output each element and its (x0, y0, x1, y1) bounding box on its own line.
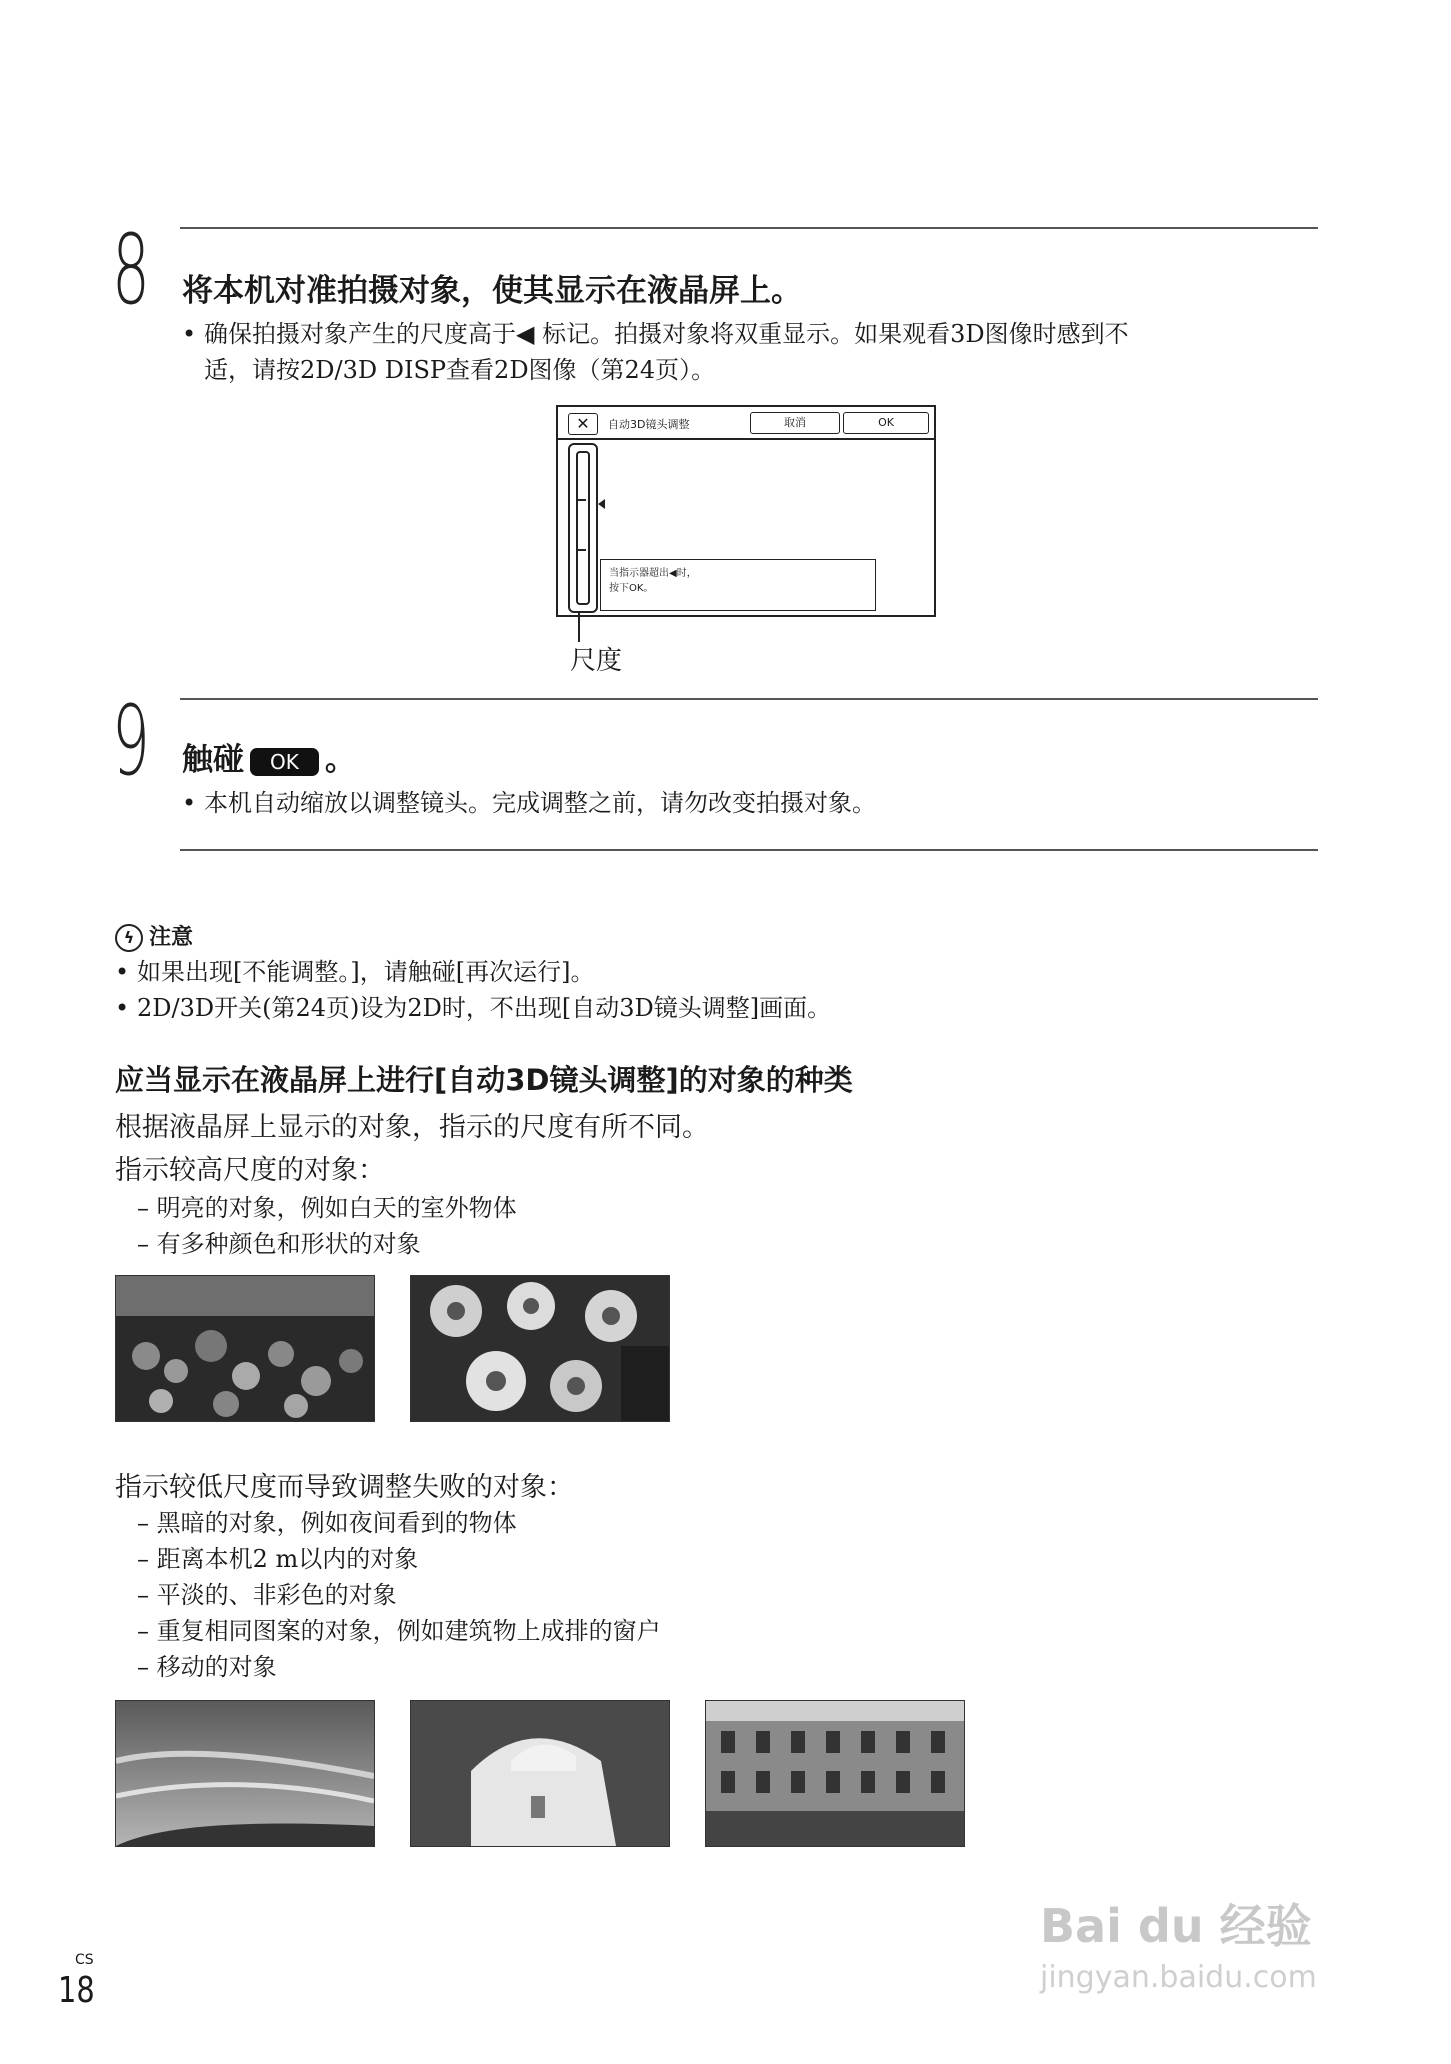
low-scale-label: 指示较低尺度而导致调整失败的对象： (115, 1472, 574, 1503)
callout-line (578, 612, 580, 642)
section-title: 应当显示在液晶屏上进行[自动3D镜头调整]的对象的种类 (115, 1063, 853, 1097)
screen-message (600, 559, 876, 611)
language-code: CS (75, 1952, 94, 1968)
note-item-1: 如果出现[不能调整。]，请触碰[再次运行]。 (137, 958, 595, 986)
watermark: Bai du 经验 (1040, 1899, 1312, 1953)
scale-gauge-inner (576, 451, 590, 605)
note-item: • 2D/3D开关(第24页)设为2D时，不出现[自动3D镜头调整]画面。 (115, 994, 832, 1022)
photo-sky (115, 1700, 375, 1847)
list-item: – 黑暗的对象，例如夜间看到的物体 (137, 1509, 517, 1537)
ok-button[interactable]: OK (843, 412, 929, 434)
scale-tick (576, 499, 586, 501)
watermark-url: jingyan.baidu.com (1040, 1960, 1317, 1995)
step-8-bullet-line1: 确保拍摄对象产生的尺度高于◀ 标记。拍摄对象将双重显示。如果观看3D图像时感到不 (204, 320, 1129, 348)
step-9-bullet-text: 本机自动缩放以调整镜头。完成调整之前，请勿改变拍摄对象。 (204, 789, 876, 817)
list-item: – 有多种颜色和形状的对象 (137, 1230, 421, 1258)
step-9-number: 9 (112, 685, 150, 797)
lcd-screen-illustration (556, 405, 936, 617)
scale-callout-label: 尺度 (570, 646, 623, 676)
section-intro: 根据液晶屏上显示的对象，指示的尺度有所不同。 (115, 1112, 709, 1143)
list-item: – 明亮的对象，例如白天的室外物体 (137, 1194, 517, 1222)
photo-market-stall (115, 1275, 375, 1422)
step-9-title (182, 734, 356, 779)
target-marker-icon (598, 499, 605, 509)
note-heading-label: 注意 (149, 925, 194, 950)
step-8-number: 8 (112, 214, 150, 326)
step-8-bullet: • 确保拍摄对象产生的尺度高于◀ 标记。拍摄对象将双重显示。如果观看3D图像时感到不 (182, 320, 1129, 348)
step-9-title-pre: 触碰 (182, 742, 244, 778)
step-8-title: 将本机对准拍摄对象，使其显示在液晶屏上。 (182, 273, 802, 309)
screen-message-line2: 按下OK。 (609, 583, 654, 594)
list-item: – 移动的对象 (137, 1653, 277, 1681)
note-item-2: 2D/3D开关(第24页)设为2D时，不出现[自动3D镜头调整]画面。 (137, 994, 832, 1022)
step-8-bullet-line2: 适，请按2D/3D DISP查看2D图像（第24页）。 (204, 356, 716, 384)
step-9-bullet: • 本机自动缩放以调整镜头。完成调整之前，请勿改变拍摄对象。 (182, 789, 876, 817)
ok-button-inline: OK (250, 748, 319, 776)
photo-white-building (410, 1700, 670, 1847)
high-scale-label: 指示较高尺度的对象： (115, 1155, 385, 1186)
scale-gauge (568, 443, 598, 613)
screen-message-line1: 当指示器超出◀时， (609, 568, 697, 579)
step-9-title-post: 。 (324, 742, 356, 778)
divider-middle (180, 698, 1318, 700)
screen-title: 自动3D镜头调整 (608, 418, 690, 431)
list-item: – 重复相同图案的对象，例如建筑物上成排的窗户 (137, 1617, 661, 1645)
cancel-button[interactable]: 取消 (750, 412, 840, 434)
scale-tick (576, 549, 586, 551)
divider-top (180, 227, 1318, 229)
photo-flowers (410, 1275, 670, 1422)
divider-bottom (180, 849, 1318, 851)
note-heading (115, 920, 193, 952)
photo-building-windows (705, 1700, 965, 1847)
caution-icon: ϟ (115, 924, 143, 952)
close-icon[interactable]: ✕ (568, 413, 598, 435)
page-number: 18 (58, 1970, 95, 2011)
list-item: – 平淡的、非彩色的对象 (137, 1581, 397, 1609)
note-item: • 如果出现[不能调整。]，请触碰[再次运行]。 (115, 958, 595, 986)
list-item: – 距离本机2 m以内的对象 (137, 1545, 419, 1573)
screen-title-bar-divider (558, 438, 934, 440)
